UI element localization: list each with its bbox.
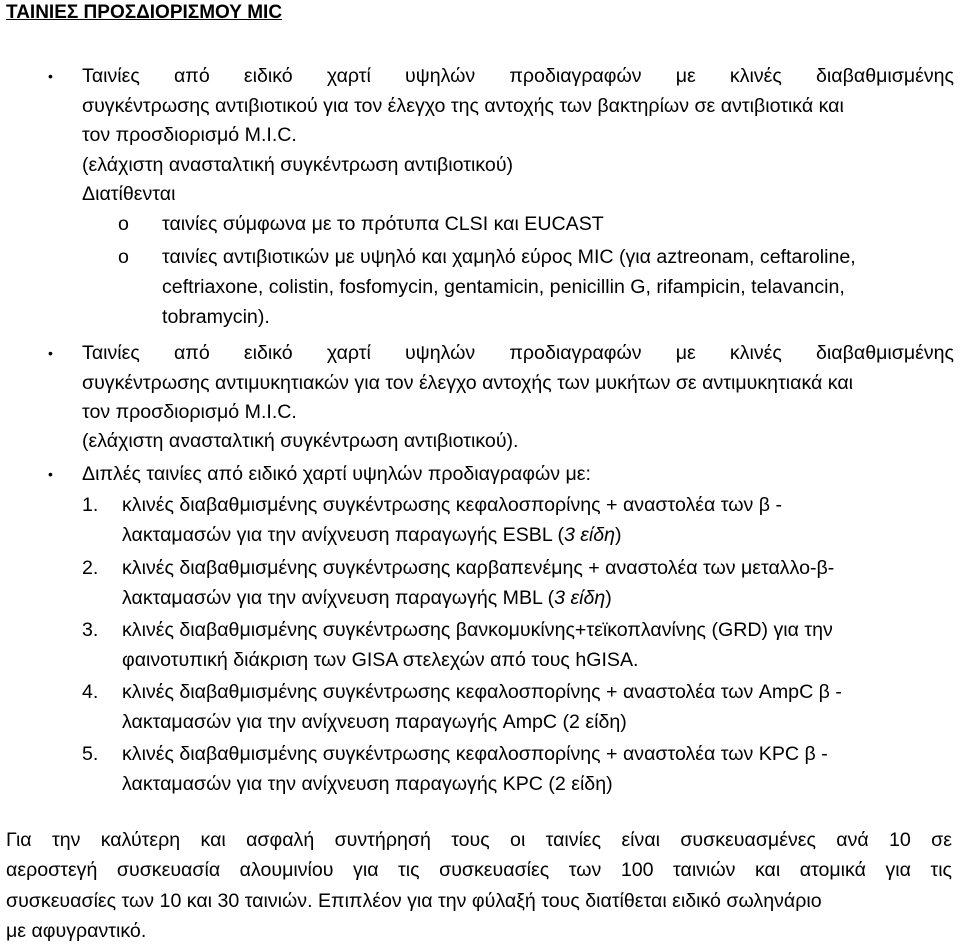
page-title: ΤΑΙΝΙΕΣ ΠΡΟΣΔΙΟΡΙΣΜΟΥ MIC xyxy=(6,2,283,23)
item2-line2: συγκέντρωσης αντιμυκητιακών για τον έλεγχο αντοχής των μυκήτων σε αντιμυκητιακά και xyxy=(82,372,854,394)
item3-line1: Διπλές ταινίες από ειδικό χαρτί υψηλών προδιαγραφών με: xyxy=(82,463,591,485)
footer-line1: Για την καλύτερη και ασφαλή συντήρησή τους οι ταινίες είναι συσκευασμένες ανά 10 σε xyxy=(6,829,952,851)
item1-sub2-line3: tobramycin). xyxy=(162,306,270,328)
numbered-item-line2: λακταμασών για την ανίχνευση παραγωγής AmpC (2 είδη) xyxy=(122,711,627,733)
bullet-icon: • xyxy=(48,466,53,482)
item1-line4: (ελάχιστη ανασταλτική συγκέντρωση αντιβιοτικού) xyxy=(82,154,514,176)
numbered-item-line1: κλινές διαβαθμισμένης συγκέντρωσης κεφαλοσπορίνης + αναστολέα των AmpC β - xyxy=(122,681,842,703)
footer-line3: συσκευασίες των 10 και 30 ταινιών. Επιπλέον για την φύλαξή τους διατίθεται ειδικό σωληνάριο xyxy=(6,890,822,912)
sub-bullet-icon: o xyxy=(118,213,129,235)
list-number: 2. xyxy=(82,557,99,579)
numbered-item-italic: 3 είδη xyxy=(554,587,606,609)
list-number: 3. xyxy=(82,619,99,641)
sub-bullet-icon: o xyxy=(118,246,129,268)
numbered-item-line2: φαινοτυπική διάκριση των GISA στελεχών από τους hGISA. xyxy=(122,649,639,671)
numbered-item-text: λακταμασών για την ανίχνευση παραγωγής MBL ( xyxy=(122,587,555,609)
numbered-item-line1: κλινές διαβαθμισμένης συγκέντρωσης κεφαλοσπορίνης + αναστολέα των KPC β - xyxy=(122,743,828,765)
numbered-item-line2 xyxy=(122,585,612,611)
footer-line2: αεροστεγή συσκευασία αλουμινίου για τις συσκευασίες των 100 ταινιών και ατομικά για τις xyxy=(6,859,952,881)
bullet-icon: • xyxy=(48,345,53,361)
item1-sub2-line1: ταινίες αντιβιοτικών με υψηλό και χαμηλό εύρος MIC (για aztreonam, ceftaroline, xyxy=(162,246,856,268)
list-number: 4. xyxy=(82,681,99,703)
bullet-icon: • xyxy=(48,68,53,84)
item1-line2: συγκέντρωσης αντιβιοτικού για τον έλεγχο της αντοχής των βακτηρίων σε αντιβιοτικά και xyxy=(82,95,844,117)
footer-line4: με αφυγραντικό. xyxy=(6,920,147,942)
list-number: 1. xyxy=(82,494,99,516)
item1-sub1: ταινίες σύμφωνα με το πρότυπα CLSI και EUCAST xyxy=(162,213,604,235)
item2-line3: τον προσδιορισμό M.I.C. xyxy=(82,401,297,423)
numbered-item-line1: κλινές διαβαθμισμένης συγκέντρωσης κεφαλοσπορίνης + αναστολέα των β - xyxy=(122,494,783,516)
numbered-item-line1: κλινές διαβαθμισμένης συγκέντρωσης βανκομυκίνης+τεϊκοπλανίνης (GRD) για την xyxy=(122,619,833,641)
item1-line1: Ταινίες από ειδικό χαρτί υψηλών προδιαγραφών με κλινές διαβαθμισμένης xyxy=(82,65,954,87)
numbered-item-text: λακταμασών για την ανίχνευση παραγωγής ESBL ( xyxy=(122,524,564,546)
item1-line5: Διατίθενται xyxy=(82,183,176,205)
item2-line4: (ελάχιστη ανασταλτική συγκέντρωση αντιβιοτικού). xyxy=(82,430,519,452)
item1-line3: τον προσδιορισμό M.I.C. xyxy=(82,124,297,146)
numbered-item-italic: 3 είδη xyxy=(563,524,616,546)
item1-sub2-line2: ceftriaxone, colistin, fosfomycin, gentamicin, penicillin G, rifampicin, telavancin, xyxy=(162,276,845,298)
item2-line1: Ταινίες από ειδικό χαρτί υψηλών προδιαγραφών με κλινές διαβαθμισμένης xyxy=(82,342,954,364)
numbered-item-text-end: ) xyxy=(615,524,622,546)
numbered-item-line2 xyxy=(122,522,622,548)
numbered-item-text-end: ) xyxy=(605,587,612,609)
numbered-item-line1: κλινές διαβαθμισμένης συγκέντρωσης καρβαπενέμης + αναστολέα των μεταλλο-β- xyxy=(122,557,835,579)
numbered-item-line2: λακταμασών για την ανίχνευση παραγωγής KPC (2 είδη) xyxy=(122,773,613,795)
list-number: 5. xyxy=(82,743,99,765)
